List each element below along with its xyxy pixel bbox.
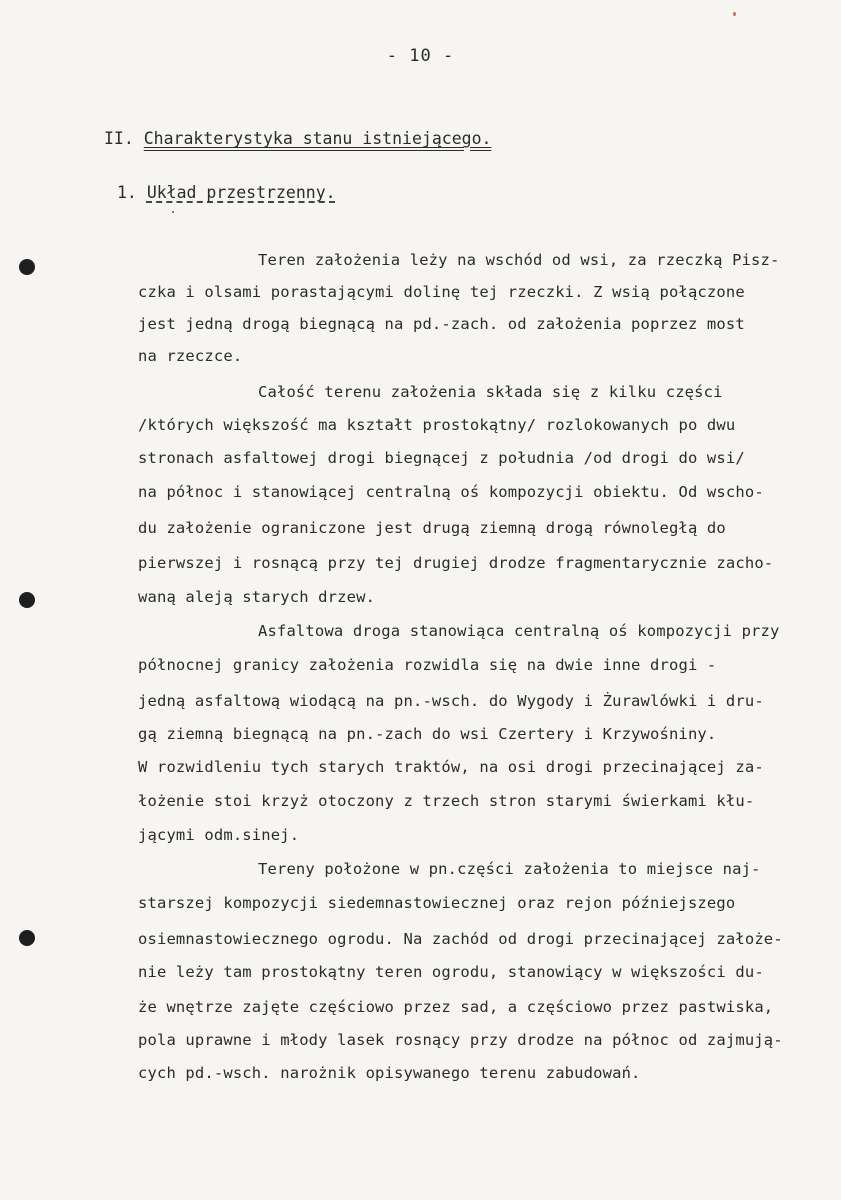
section-numeral: II. bbox=[104, 129, 134, 148]
ink-speck-icon bbox=[733, 12, 736, 16]
body-line: na rzeczce. bbox=[138, 347, 243, 365]
body-line: du założenie ograniczone jest drugą ziemną drogą równoległą do bbox=[138, 519, 726, 537]
punch-hole-icon bbox=[19, 259, 35, 275]
body-line: czka i olsami porastającymi dolinę tej rzeczki. Z wsią połączone bbox=[138, 283, 745, 301]
section-title: Charakterystyka stanu istniejącego. bbox=[143, 129, 492, 148]
body-line: na północ i stanowiącej centralną oś kompozycji obiektu. Od wscho- bbox=[138, 483, 764, 501]
punch-hole-icon bbox=[19, 592, 35, 608]
body-line: łożenie stoi krzyż otoczony z trzech stron starymi świerkami kłu- bbox=[138, 792, 755, 810]
subsection-heading bbox=[117, 183, 336, 202]
body-line: gą ziemną biegnącą na pn.-zach do wsi Czertery i Krzywośniny. bbox=[138, 725, 717, 743]
body-line: waną aleją starych drzew. bbox=[138, 588, 376, 606]
subsection-numeral: 1. bbox=[117, 183, 137, 202]
body-line: pola uprawne i młody lasek rosnący przy drodze na północ od zajmują- bbox=[138, 1031, 783, 1049]
ink-dot-icon bbox=[172, 211, 174, 213]
body-line: że wnętrze zajęte częściowo przez sad, a częściowo przez pastwiska, bbox=[138, 998, 774, 1016]
body-line: jedną asfaltową wiodącą na pn.-wsch. do Wygody i Żurawlówki i dru- bbox=[138, 692, 764, 710]
body-line: jest jedną drogą biegnącą na pd.-zach. od założenia poprzez most bbox=[138, 315, 745, 333]
body-line: osiemnastowiecznego ogrodu. Na zachód od drogi przecinającej założe- bbox=[138, 930, 783, 948]
body-line: pierwszej i rosnącą przy tej drugiej drodze fragmentarycznie zacho- bbox=[138, 554, 774, 572]
body-line: Teren założenia leży na wschód od wsi, za rzeczką Pisz- bbox=[258, 251, 780, 269]
body-line: Asfaltowa droga stanowiąca centralną oś kompozycji przy bbox=[258, 622, 780, 640]
body-line: W rozwidleniu tych starych traktów, na osi drogi przecinającej za- bbox=[138, 758, 764, 776]
body-line: Całość terenu założenia składa się z kilku części bbox=[258, 383, 723, 401]
body-line: jącymi odm.sinej. bbox=[138, 826, 300, 844]
page-number: - 10 - bbox=[386, 46, 455, 66]
body-line: stronach asfaltowej drogi biegnącej z południa /od drogi do wsi/ bbox=[138, 449, 745, 467]
subsection-title: Układ przestrzenny. bbox=[146, 183, 336, 202]
body-line: nie leży tam prostokątny teren ogrodu, stanowiący w większości du- bbox=[138, 963, 764, 981]
body-line: cych pd.-wsch. narożnik opisywanego terenu zabudowań. bbox=[138, 1064, 641, 1082]
body-line: północnej granicy założenia rozwidla się na dwie inne drogi - bbox=[138, 656, 717, 674]
section-heading bbox=[104, 129, 491, 148]
body-line: starszej kompozycji siedemnastowiecznej oraz rejon późniejszego bbox=[138, 894, 736, 912]
punch-hole-icon bbox=[19, 930, 35, 946]
body-line: Tereny położone w pn.części założenia to miejsce naj- bbox=[258, 860, 761, 878]
body-line: /których większość ma kształt prostokątny/ rozlokowanych po dwu bbox=[138, 416, 736, 434]
